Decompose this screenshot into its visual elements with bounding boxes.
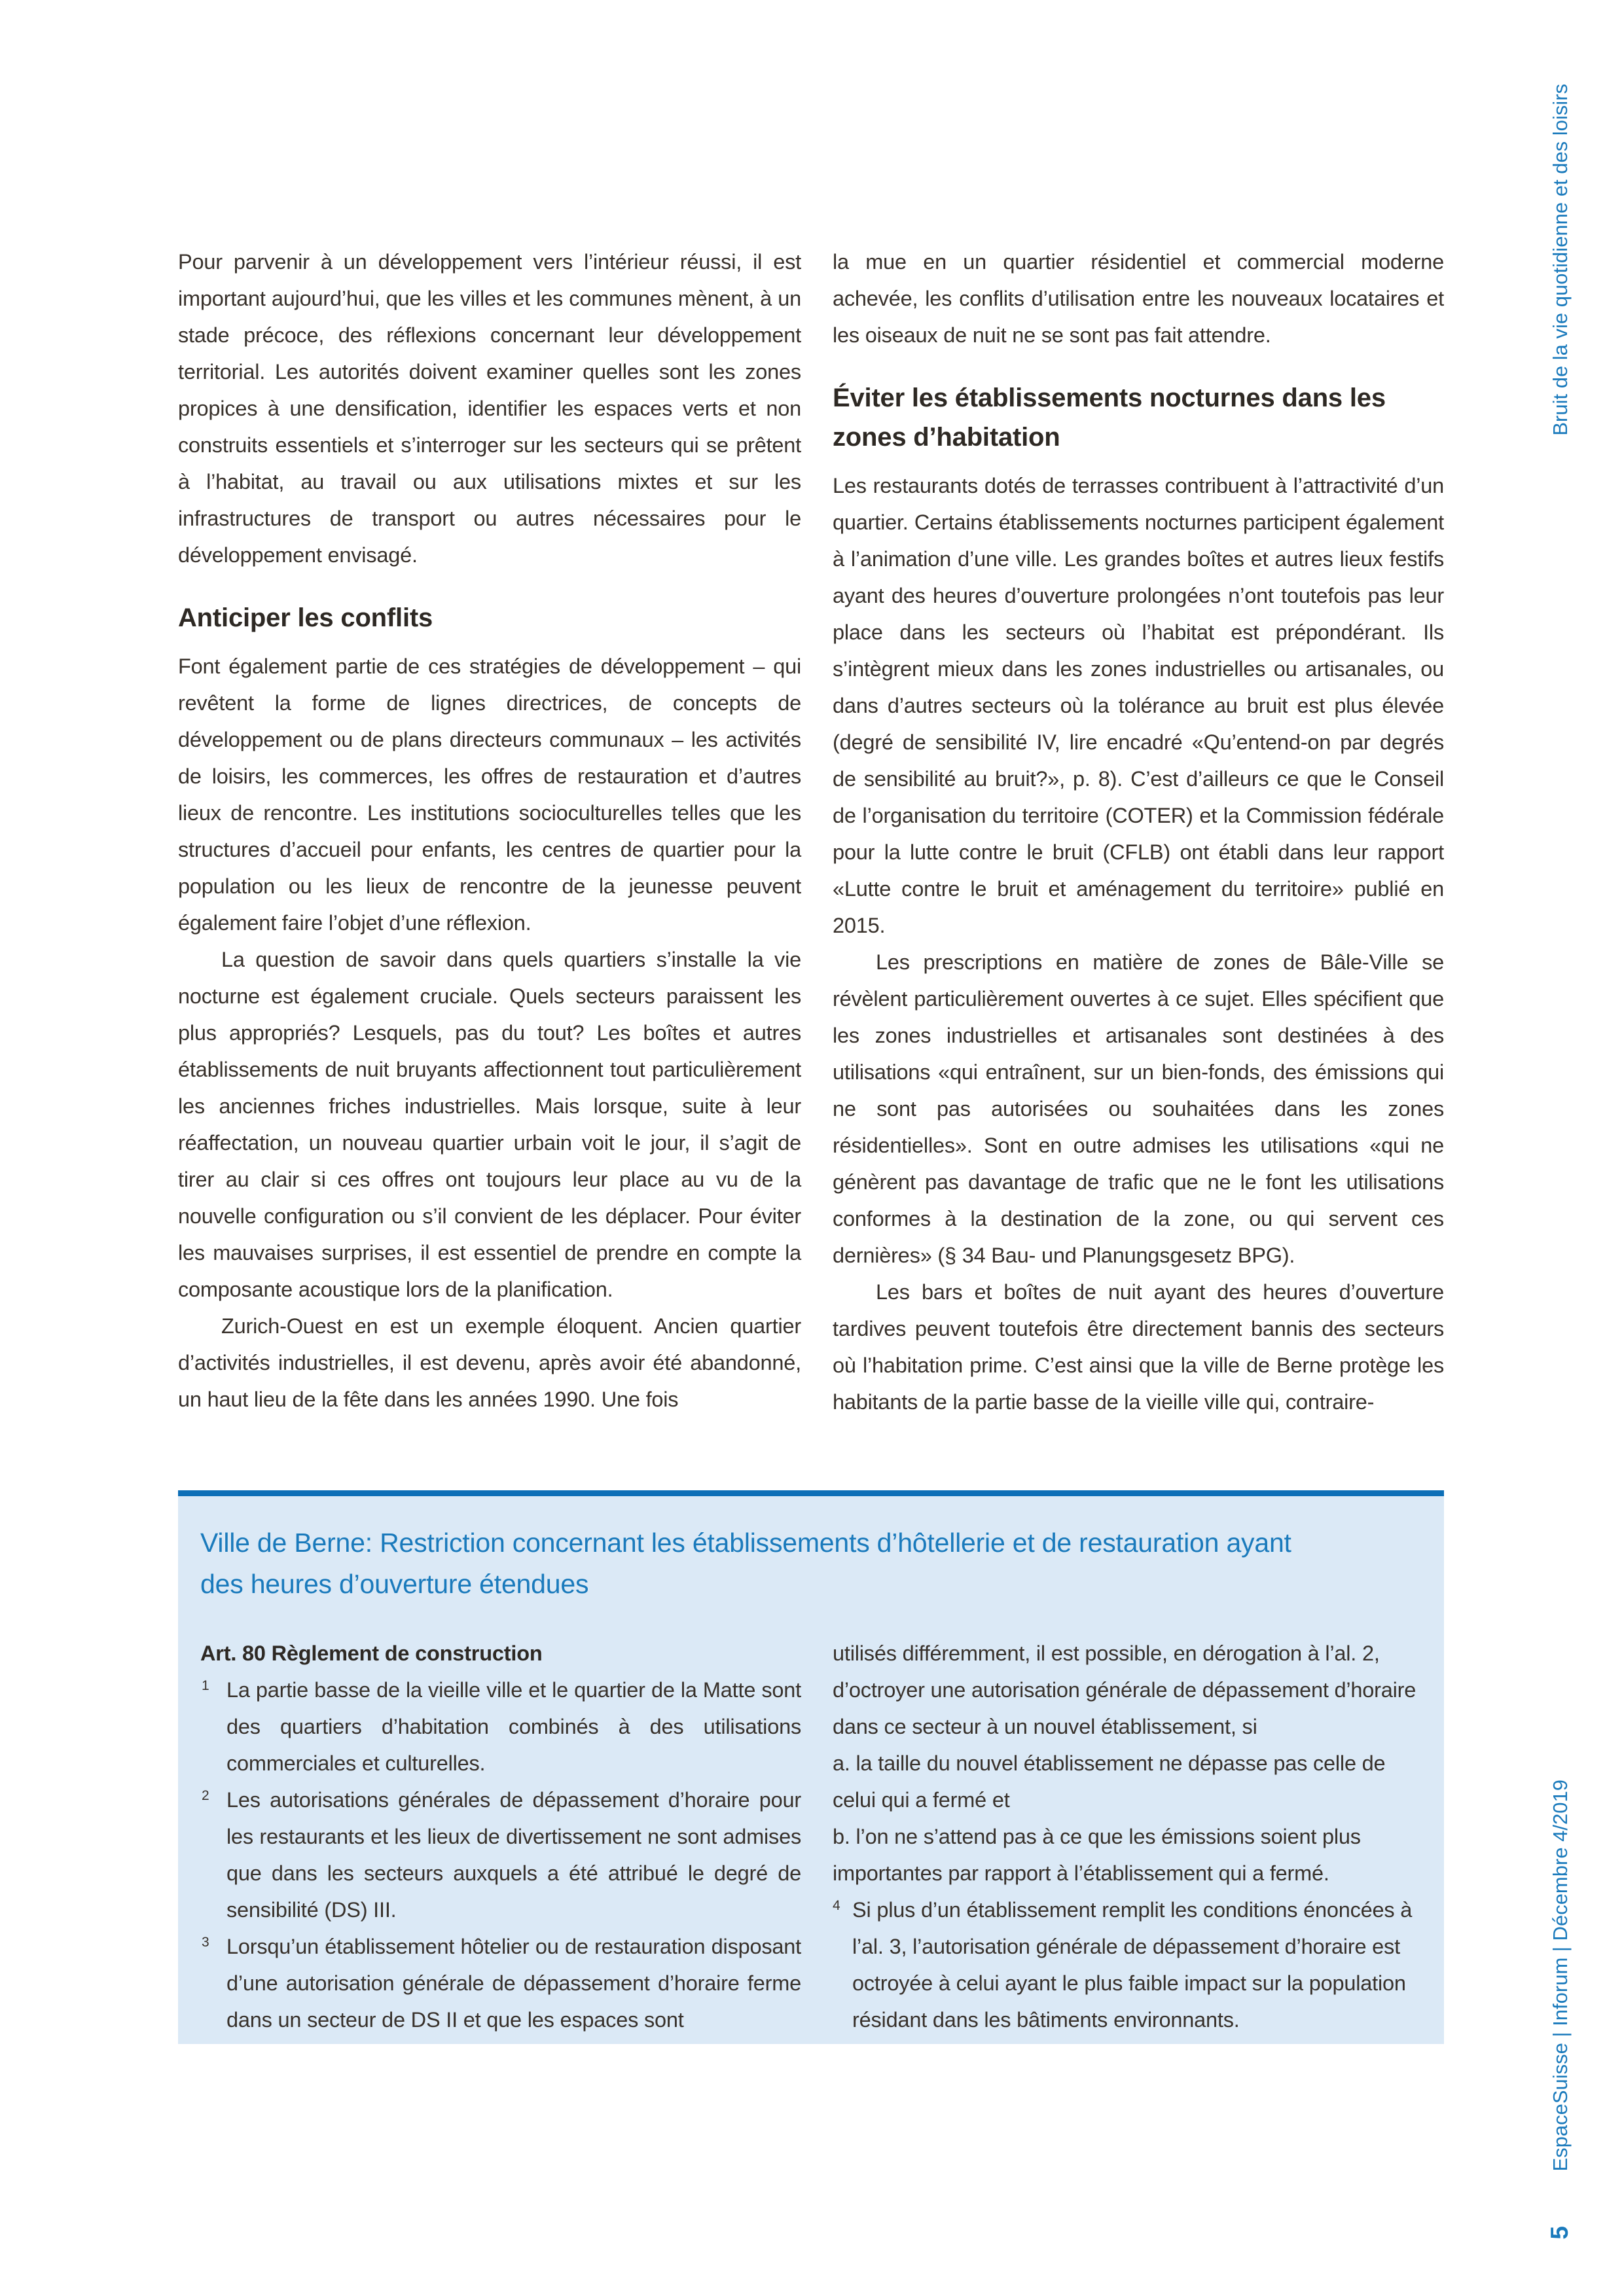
sidebar-issue-label: EspaceSuisse | Inforum | Décembre 4/2019	[1549, 1780, 1572, 2172]
info-box-right-column	[833, 1635, 1426, 2038]
legal-subitem-a: a. la taille du nouvel établissement ne dépasse pas celle de celui qui a fermé et	[833, 1751, 1386, 1812]
article-heading: Art. 80 Règlement de construction	[200, 1641, 543, 1665]
info-box-title: Ville de Berne: Restriction concernant les établissements d’hôtellerie et de restauration ayant des heures d’ouverture étendues	[200, 1528, 1291, 1599]
paragraph: Font également partie de ces stratégies de développement – qui revêtent la forme de lignes directrices, de concepts de développement ou de plans directeurs communaux – les activités de loisirs, les commerces, les offres de restauration et d’autres lieux de rencontre. Les institutions socioculturelles telles que les structures d’accueil pour enfants, les centres de quartier pour la population ou les lieux de rencontre de la jeunesse peuvent également faire l’objet d’une réflexion.	[178, 655, 801, 935]
footnote-number: 2	[202, 1788, 209, 1803]
sidebar-rubric-label: Bruit de la vie quotidienne et des loisirs	[1549, 84, 1572, 436]
paragraph: Pour parvenir à un développement vers l’intérieur réussi, il est important aujourd’hui, que les villes et les communes mènent, à un stade précoce, des réflexions concernant leur développement territorial. Les autorités doivent examiner quelles sont les zones propices à une densification, identifier les espaces verts et non construits essentiels et s’interroger sur les secteurs qui se prêtent à l’habitat, au travail ou aux utilisations mixtes et sur les infrastructures de transport ou autres nécessaires pour le développement envisagé.	[178, 250, 801, 567]
paragraph: Les prescriptions en matière de zones de Bâle-Ville se révèlent particulièrement ouvertes à ce sujet. Elles spécifient que les zones industrielles et artisanales sont destinées à des utilisations «qui entraînent, sur un bien-fonds, des émissions qui ne sont pas autorisées ou souhaitées dans les zones résidentielles». Sont en outre admises les utilisations «qui ne génèrent pas davantage de trafic que ne le font les utilisations conformes à la destination de la zone, ou qui servent ces dernières» (§ 34 Bau- und Planungsgesetz BPG).	[833, 950, 1444, 1267]
legal-item-text: Lorsqu’un établissement hôtelier ou de restauration disposant d’une autorisation générale de dépassement d’horaire ferme dans un secteur de DS II et que les espaces sont	[226, 1935, 801, 2032]
legal-item	[200, 1928, 801, 2038]
legal-item-continuation: utilisés différemment, il est possible, en dérogation à l’al. 2, d’octroyer une autorisation générale de dépassement d’horaire dans ce secteur à un nouvel établissement, si	[833, 1641, 1416, 1738]
info-box-left-column	[200, 1635, 801, 2038]
paragraph: la mue en un quartier résidentiel et commercial moderne achevée, les conflits d’utilisation entre les nouveaux locataires et les oiseaux de nuit ne se sont pas fait attendre.	[833, 250, 1444, 347]
paragraph: La question de savoir dans quels quartiers s’installe la vie nocturne est également cruciale. Quels secteurs paraissent les plus appropriés? Lesquels, pas du tout? Les boîtes et autres établissements de nuit bruyants affectionnent tout particulièrement les anciennes friches industrielles. Mais lorsque, suite à leur réaffectation, un nouveau quartier urbain voit le jour, il s’agit de tirer au clair si ces offres ont toujours leur place au vu de la nouvelle configuration ou s’il convient de les déplacer. Pour éviter les mauvaises surprises, il est essentiel de prendre en compte la composante acoustique lors de la planification.	[178, 948, 801, 1301]
legal-item	[200, 1782, 801, 1928]
legal-item-text: Les autorisations générales de dépassement d’horaire pour les restaurants et les lieux de divertissement ne sont admises que dans les secteurs auxquels a été attribué le degré de sensibilité (DS) III.	[226, 1788, 801, 1922]
legal-item	[200, 1672, 801, 1782]
legal-item-text: La partie basse de la vieille ville et le quartier de la Matte sont des quartiers d’habitation combinés à des utilisations commerciales et culturelles.	[226, 1678, 801, 1775]
paragraph: Les restaurants dotés de terrasses contribuent à l’attractivité d’un quartier. Certains établissements nocturnes participent également à l’animation d’une ville. Les grandes boîtes et autres lieux festifs ayant des heures d’ouverture prolongées n’ont toutefois pas leur place dans les secteurs où l’habitat est prépondérant. Ils s’intègrent mieux dans les zones industrielles ou artisanales, ou dans d’autres secteurs où la tolérance au bruit est plus élevée (degré de sensibilité IV, lire encadré «Qu’entend-on par degrés de sensibilité au bruit?», p. 8). C’est d’ailleurs ce que le Conseil de l’organisation du territoire (COTER) et la Commission fédérale pour la lutte contre le bruit (CFLB) ont établi dans leur rapport «Lutte contre le bruit et aménagement du territoire» publié en 2015.	[833, 474, 1444, 937]
legal-item	[833, 1892, 1426, 2038]
section-heading-eviter: Éviter les établissements nocturnes dans les zones d’habitation	[833, 384, 1386, 452]
footnote-number: 3	[202, 1935, 209, 1950]
legal-item-text: Si plus d’un établissement remplit les conditions énoncées à l’al. 3, l’autorisation générale de dépassement d’horaire est octroyée à celui ayant le plus faible impact sur la population résidant dans les bâtiments environnants.	[852, 1898, 1413, 2032]
info-box	[178, 1490, 1444, 2044]
page-number: 5	[1546, 2226, 1573, 2240]
footnote-number: 1	[202, 1678, 209, 1693]
legal-subitem-b: b. l’on ne s’attend pas à ce que les émissions soient plus importantes par rapport à l’établissement qui a fermé.	[833, 1825, 1361, 1885]
paragraph: Zurich-Ouest en est un exemple éloquent. Ancien quartier d’activités industrielles, il est devenu, après avoir été abandonné, un haut lieu de la fête dans les années 1990. Une fois	[178, 1314, 801, 1411]
left-column	[178, 243, 801, 1418]
section-heading-anticiper: Anticiper les conflits	[178, 603, 433, 632]
footnote-number: 4	[833, 1898, 840, 1913]
paragraph: Les bars et boîtes de nuit ayant des heures d’ouverture tardives peuvent toutefois être directement bannis des secteurs où l’habitation prime. C’est ainsi que la ville de Berne protège les habitants de la partie basse de la vieille ville qui, contraire-	[833, 1280, 1444, 1414]
right-column	[833, 243, 1444, 1420]
